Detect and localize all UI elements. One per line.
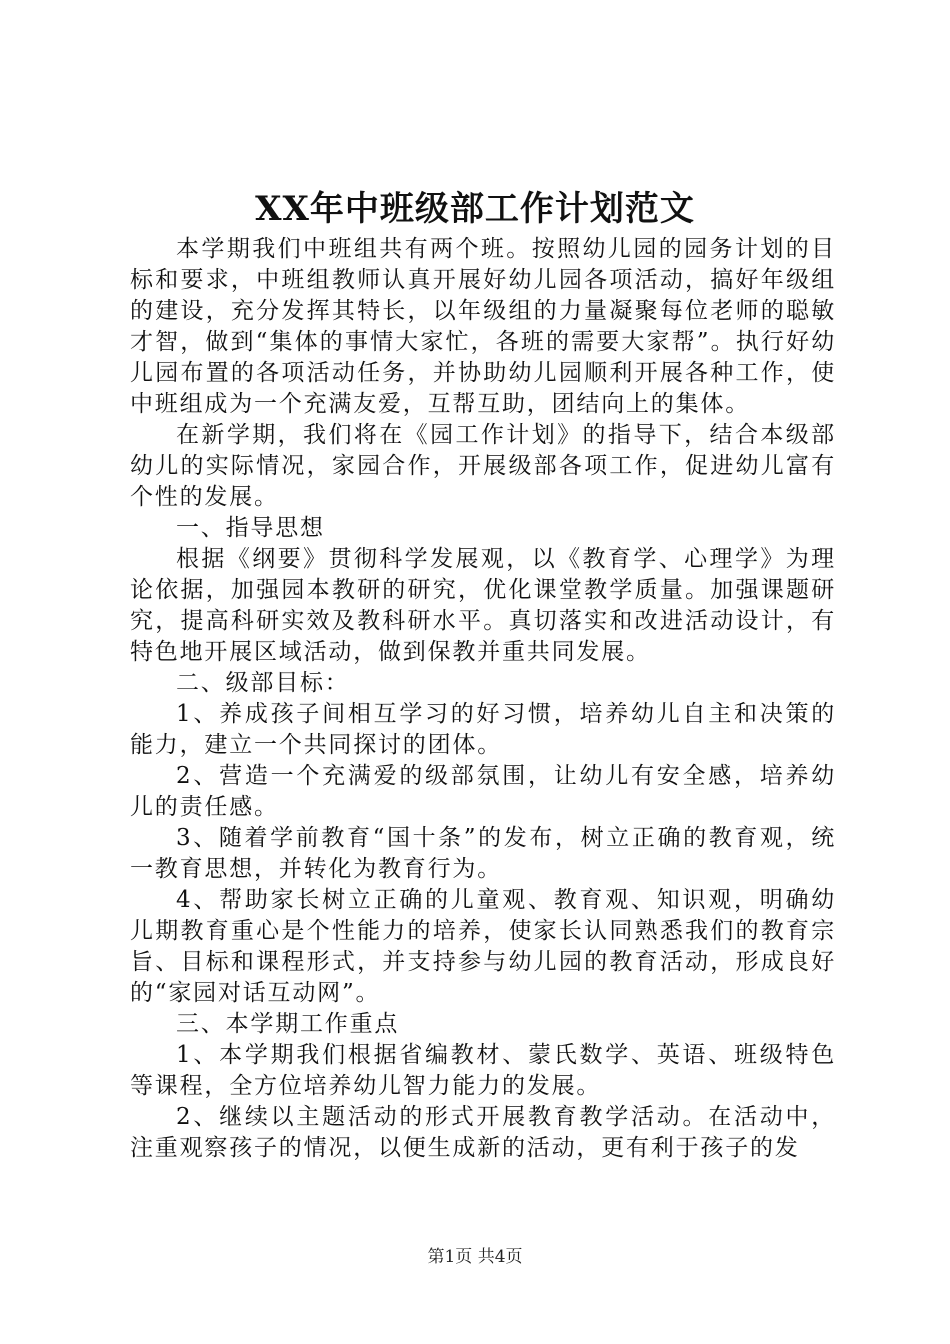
paragraph-guiding-thought: 根据《纲要》贯彻科学发展观，以《教育学、心理学》为理论依据，加强园本教研的研究，优化课堂教学质量。加强课题研究，提高科研实效及教科研水平。真切落实和改进活动设计，有特色地开展区域活动，做到保教并重共同发展。 [130, 546, 836, 665]
paragraph-intro: 本学期我们中班组共有两个班。按照幼儿园的园务计划的目标和要求，中班组教师认真开展好幼儿园各项活动，搞好年级组的建设，充分发挥其特长，以年级组的力量凝聚每位老师的聪敏才智，做到“集体的事情大家忙，各班的需要大家帮”。执行好幼儿园布置的各项活动任务，并协助幼儿园顺利开展各种工作，使中班组成为一个充满友爱，互帮互助，团结向上的集体。 [130, 236, 836, 417]
key-work-item-2: 2、继续以主题活动的形式开展教育教学活动。在活动中，注重观察孩子的情况，以便生成新的活动，更有利于孩子的发 [130, 1104, 836, 1161]
section-heading-goals: 二、级部目标： [176, 670, 350, 696]
paragraph-new-term: 在新学期，我们将在《园工作计划》的指导下，结合本级部幼儿的实际情况，家园合作，开展级部各项工作，促进幼儿富有个性的发展。 [130, 422, 836, 510]
key-work-item-1: 1、本学期我们根据省编教材、蒙氏数学、英语、班级特色等课程，全方位培养幼儿智力能力的发展。 [130, 1042, 836, 1099]
section-heading-key-work: 三、本学期工作重点 [176, 1011, 400, 1037]
goal-item-1: 1、养成孩子间相互学习的好习惯，培养幼儿自主和决策的能力，建立一个共同探讨的团体。 [130, 701, 836, 758]
goal-item-2: 2、营造一个充满爱的级部氛围，让幼儿有安全感，培养幼儿的责任感。 [130, 763, 836, 820]
page-footer: 第1页 共4页 [427, 1247, 523, 1267]
section-heading-guiding-thought: 一、指导思想 [176, 515, 325, 541]
document-body [130, 234, 836, 1164]
goal-item-3: 3、随着学前教育“国十条”的发布，树立正确的教育观，统一教育思想，并转化为教育行为。 [130, 825, 836, 882]
document-title: XX年中班级部工作计划范文 [255, 189, 695, 229]
goal-item-4: 4、帮助家长树立正确的儿童观、教育观、知识观，明确幼儿期教育重心是个性能力的培养，使家长认同熟悉我们的教育宗旨、目标和课程形式，并支持参与幼儿园的教育活动，形成良好的“家园对话互动网”。 [130, 887, 836, 1006]
